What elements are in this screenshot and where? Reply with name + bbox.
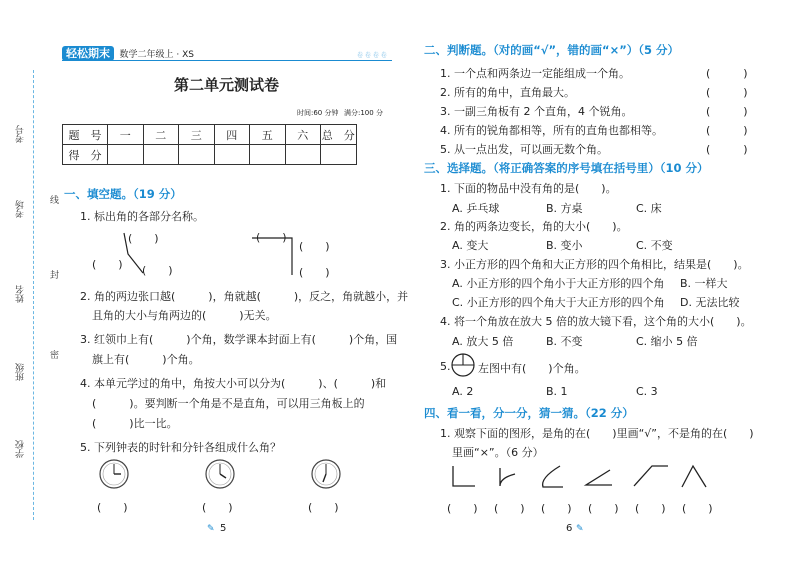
score-cell: 一 bbox=[108, 125, 144, 145]
answer-paren[interactable]: ( ) bbox=[706, 67, 748, 80]
question-4-1-line1: 1. 观察下面的图形，是角的在( )里画“√”，不是角的在( ) bbox=[440, 427, 754, 440]
score-cell: 总 分 bbox=[321, 125, 357, 145]
choice-option[interactable]: A. 放大 5 倍 bbox=[452, 335, 514, 348]
section-2-heading: 二、判断题。（对的画“√”，错的画“×”）（5 分） bbox=[424, 43, 680, 57]
score-cell: 二 bbox=[143, 125, 179, 145]
section-4-heading: 四、看一看，分一分，猜一猜。（22 分） bbox=[424, 406, 634, 420]
choice-question-3: 3. 小正方形的四个角和大正方形的四个角相比，结果是( )。 bbox=[440, 258, 749, 271]
page-title: 第二单元测试卷 bbox=[174, 76, 280, 94]
answer-paren[interactable]: ( ) bbox=[588, 502, 619, 515]
blank-paren[interactable]: ( ) bbox=[299, 266, 330, 279]
logo-text: 轻松期末 bbox=[62, 46, 114, 61]
question-1-3-line1: 3. 红领巾上有( )个角，数学课本封面上有( )个角，国 bbox=[80, 333, 398, 346]
judge-item: 4. 所有的锐角都相等，所有的直角也都相等。 bbox=[440, 124, 663, 137]
pencil-icon: ✎ bbox=[207, 524, 215, 534]
blank-paren[interactable]: ( ) bbox=[128, 232, 159, 245]
figure-sharp-angle bbox=[682, 466, 706, 487]
choice-question-1: 1. 下面的物品中没有角的是( )。 bbox=[440, 182, 617, 195]
question-1-5: 5. 下列钟表的时针和分针各组成什么角？ bbox=[80, 441, 281, 454]
choice-question-5-number: 5. bbox=[440, 360, 451, 373]
choice-option[interactable]: C. 3 bbox=[636, 385, 658, 398]
choice-option[interactable]: A. 变大 bbox=[452, 239, 489, 252]
choice-option[interactable]: B. 1 bbox=[546, 385, 568, 398]
figure-right-angle bbox=[453, 466, 475, 486]
header-subtitle: 数学二年级上 · XS bbox=[119, 50, 194, 60]
question-1-2-line1: 2. 角的两边张口越( )，角就越( )，反之，角就越小，并 bbox=[80, 290, 409, 303]
blank-paren[interactable]: ( ) bbox=[97, 501, 128, 514]
figure-curved-shape bbox=[500, 468, 515, 486]
blank-paren[interactable]: ( ) bbox=[256, 231, 287, 244]
question-1-4-line1: 4. 本单元学过的角中，角按大小可以分为( )、( )和 bbox=[80, 377, 387, 390]
choice-option[interactable]: A. 小正方形的四个角小于大正方形的四个角 bbox=[452, 277, 665, 290]
blank-paren[interactable]: ( ) bbox=[92, 258, 123, 271]
choice-option[interactable]: C. 缩小 5 倍 bbox=[636, 335, 698, 348]
score-cell: 四 bbox=[214, 125, 250, 145]
figure-obtuse-angle bbox=[634, 466, 668, 486]
blank-paren[interactable]: ( ) bbox=[308, 501, 339, 514]
section-1-heading: 一、填空题。（19 分） bbox=[64, 187, 182, 201]
score-cell: 五 bbox=[250, 125, 286, 145]
question-1-4-line3: ( )比一比。 bbox=[92, 417, 178, 430]
side-word-seal: 封 bbox=[48, 270, 58, 279]
section-3-heading: 三、选择题。（将正确答案的序号填在括号里）（10 分） bbox=[424, 161, 709, 175]
question-1-4-line2: ( )。要判断一个角是不是直角，可以用三角板上的 bbox=[92, 397, 365, 410]
choice-option[interactable]: C. 不变 bbox=[636, 239, 673, 252]
choice-option[interactable]: D. 无法比较 bbox=[680, 296, 740, 309]
side-label-school: 学校 bbox=[16, 440, 26, 458]
answer-paren[interactable]: ( ) bbox=[682, 502, 713, 515]
answer-paren[interactable]: ( ) bbox=[706, 86, 748, 99]
choice-option[interactable]: A. 2 bbox=[452, 385, 474, 398]
answer-paren[interactable]: ( ) bbox=[447, 502, 478, 515]
answer-paren[interactable]: ( ) bbox=[706, 143, 748, 156]
choice-option[interactable]: B. 不变 bbox=[546, 335, 583, 348]
pencil-icon: ✎ bbox=[576, 524, 584, 534]
blank-paren[interactable]: ( ) bbox=[142, 264, 173, 277]
choice-option[interactable]: C. 小正方形的四个角大于大正方形的四个角 bbox=[452, 296, 665, 309]
judge-item: 1. 一个点和两条边一定能组成一个角。 bbox=[440, 67, 630, 80]
choice-question-4: 4. 将一个角放在放大 5 倍的放大镜下看，这个角的大小( )。 bbox=[440, 315, 752, 328]
side-word-secret: 密 bbox=[48, 350, 58, 359]
side-label-name: 姓名 bbox=[16, 285, 26, 303]
full-score: 满分:100 分 bbox=[344, 109, 383, 117]
answer-paren[interactable]: ( ) bbox=[635, 502, 666, 515]
time-limit: 时间:60 分钟 bbox=[297, 109, 339, 117]
header-tag: 卷 卷 卷 卷 bbox=[357, 52, 387, 59]
blank-paren[interactable]: ( ) bbox=[299, 240, 330, 253]
choice-question-2: 2. 角的两条边变长，角的大小( )。 bbox=[440, 220, 628, 233]
answer-paren[interactable]: ( ) bbox=[494, 502, 525, 515]
answer-paren[interactable]: ( ) bbox=[706, 105, 748, 118]
answer-paren[interactable]: ( ) bbox=[541, 502, 572, 515]
side-label-class: 班级 bbox=[16, 363, 26, 381]
side-word-line: 线 bbox=[48, 195, 58, 204]
page-number-left: 5 bbox=[220, 523, 227, 534]
choice-option[interactable]: A. 乒乓球 bbox=[452, 202, 500, 215]
choice-option[interactable]: B. 变小 bbox=[546, 239, 583, 252]
score-cell: 三 bbox=[179, 125, 215, 145]
blank-paren[interactable]: ( ) bbox=[202, 501, 233, 514]
page-number-right: 6 bbox=[566, 523, 573, 534]
side-label-exam-room: 考场 bbox=[16, 200, 26, 218]
score-cell: 六 bbox=[285, 125, 321, 145]
question-4-1-line2: 里画“×”。（6 分） bbox=[452, 446, 544, 459]
judge-item: 5. 从一点出发，可以画无数个角。 bbox=[440, 143, 608, 156]
figure-acute-angle bbox=[586, 470, 612, 485]
judge-item: 3. 一副三角板有 2 个直角，4 个锐角。 bbox=[440, 105, 633, 118]
choice-option[interactable]: C. 床 bbox=[636, 202, 662, 215]
question-1-3-line2: 旗上有( )个角。 bbox=[92, 353, 200, 366]
choice-question-5: 左图中有( )个角。 bbox=[478, 362, 586, 375]
question-1-1: 1. 标出角的各部分名称。 bbox=[80, 210, 204, 223]
score-cell: 题 号 bbox=[63, 125, 108, 145]
figure-curved-angle bbox=[543, 466, 563, 487]
judge-item: 2. 所有的角中，直角最大。 bbox=[440, 86, 575, 99]
choice-option[interactable]: B. 方桌 bbox=[546, 202, 583, 215]
choice-option[interactable]: B. 一样大 bbox=[680, 277, 728, 290]
question-1-2-line2: 且角的大小与角两边的( )无关。 bbox=[92, 309, 277, 322]
side-label-exam-number: 考号 bbox=[16, 125, 26, 143]
answer-paren[interactable]: ( ) bbox=[706, 124, 748, 137]
score-cell: 得 分 bbox=[63, 145, 108, 165]
